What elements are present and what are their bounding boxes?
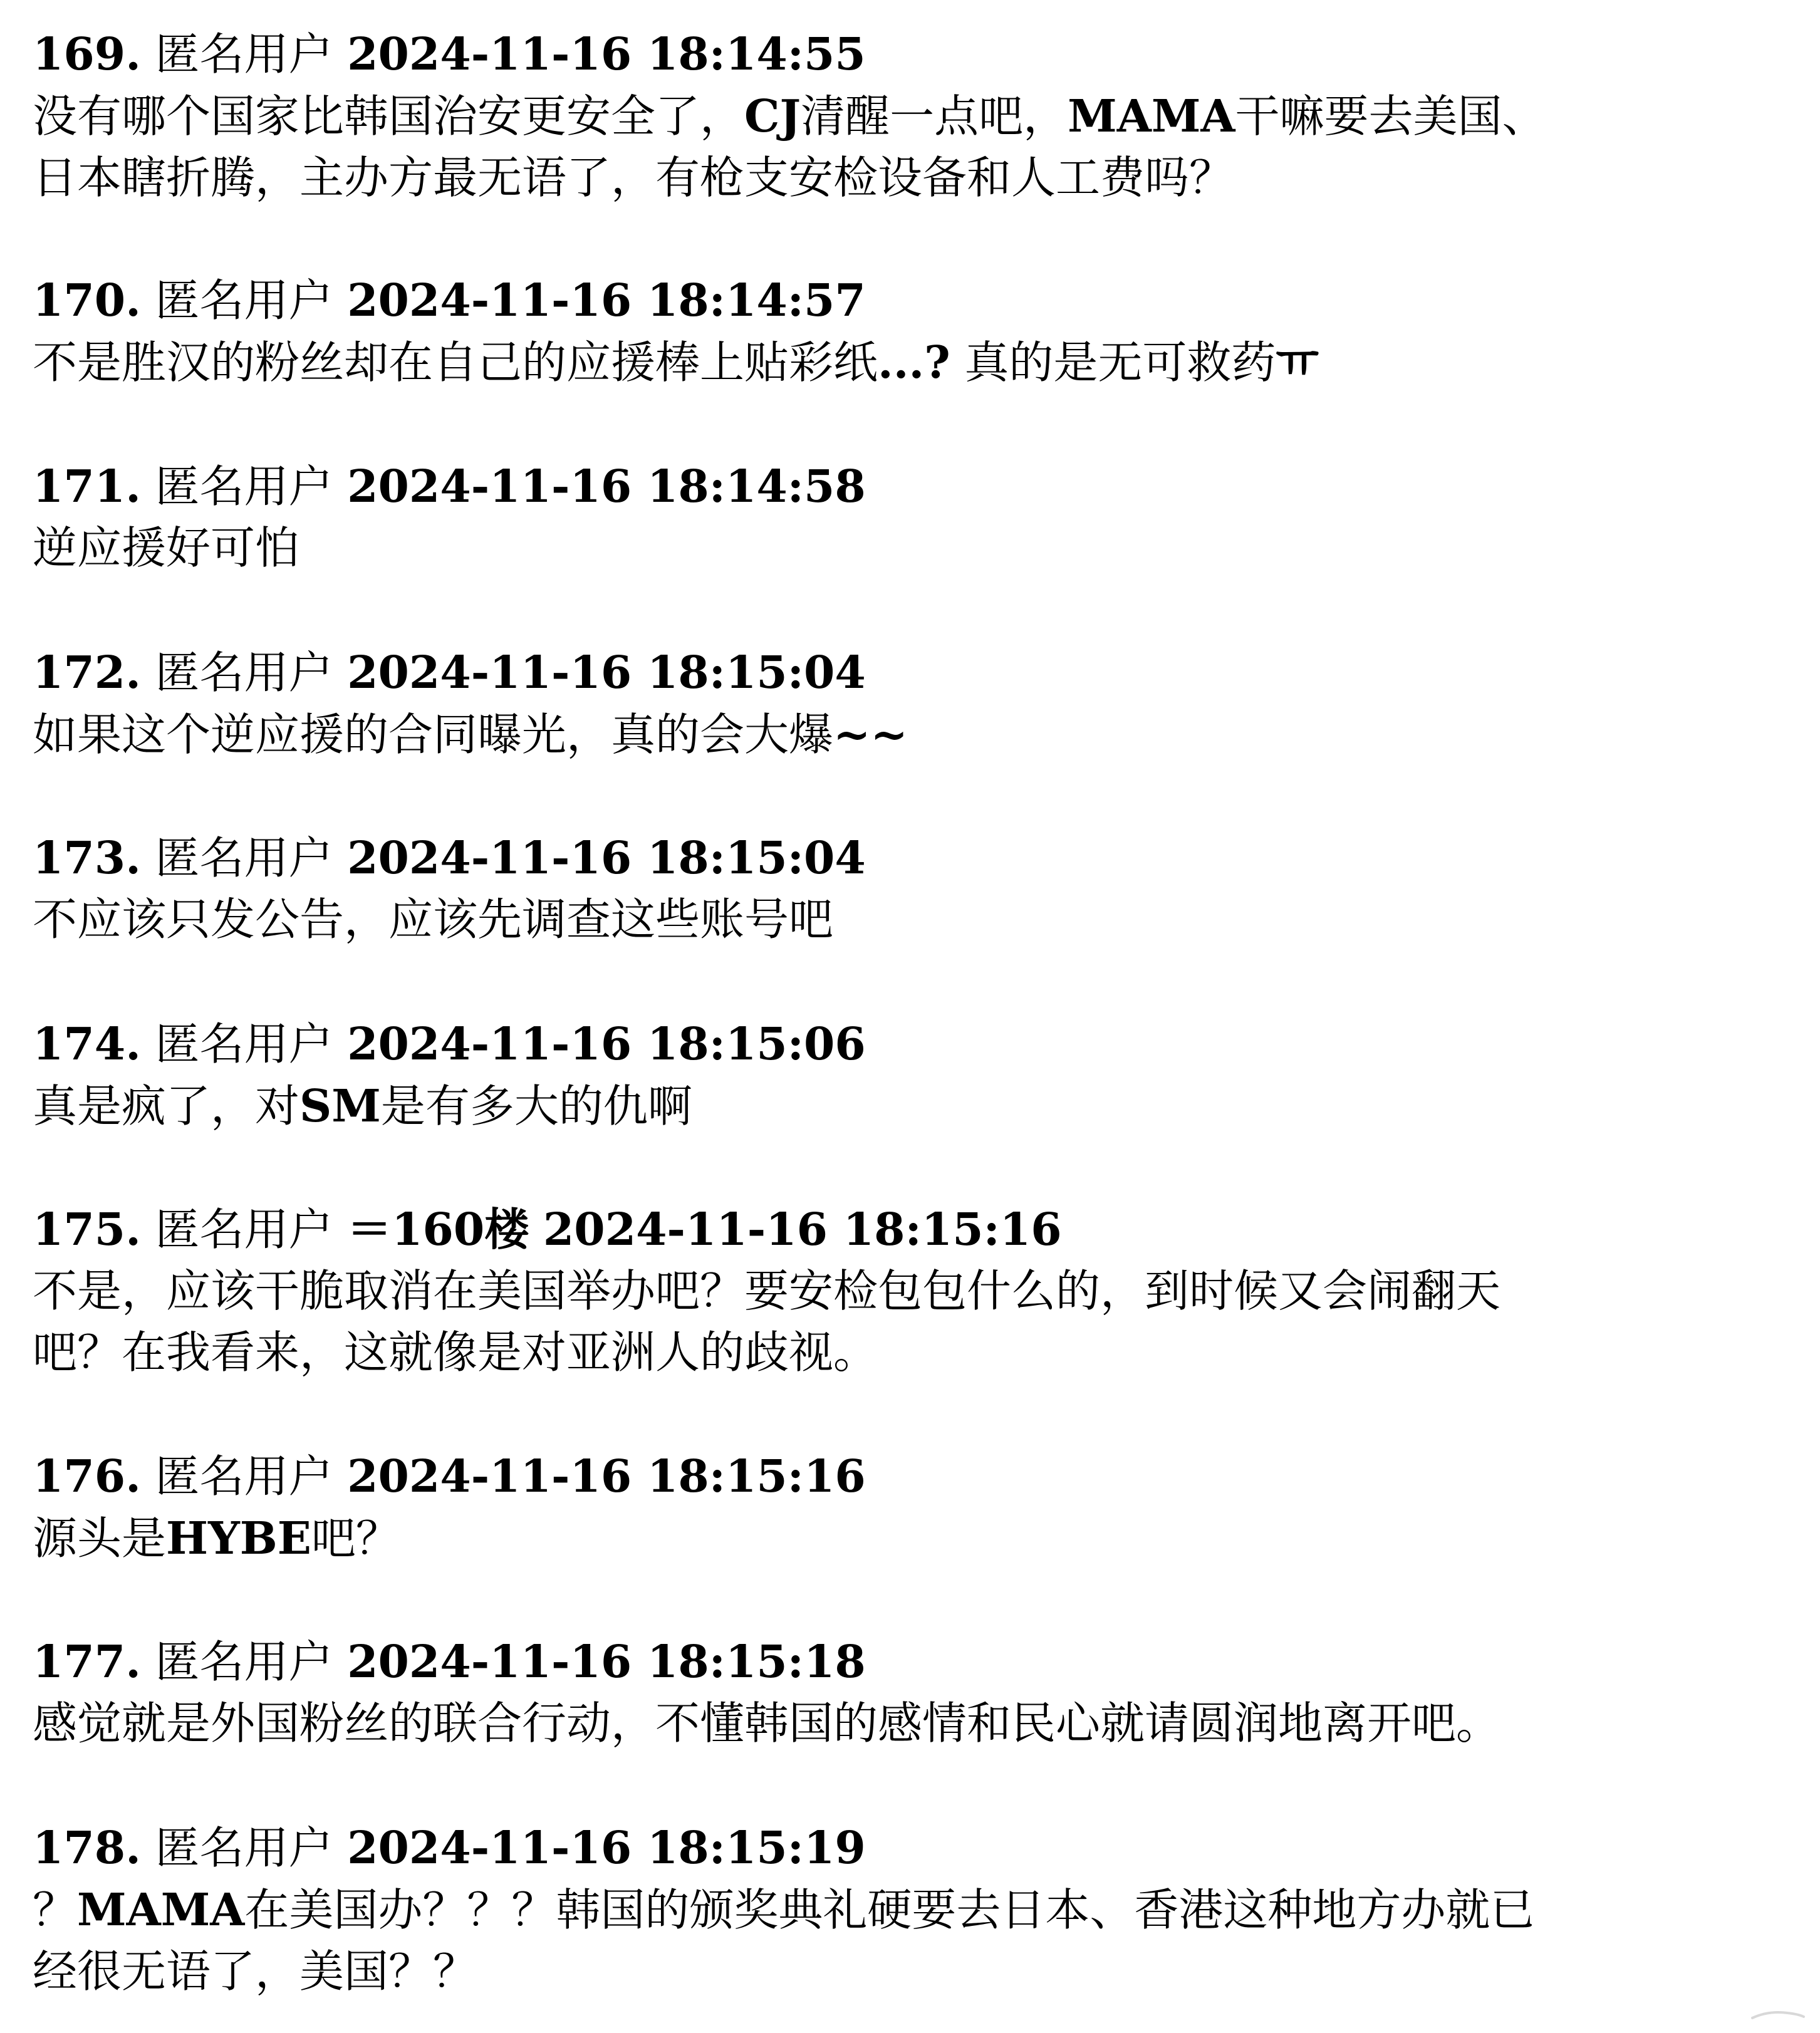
comment-text-segment: 吧？ bbox=[311, 1512, 400, 1564]
comment-body-line bbox=[33, 889, 1787, 950]
comment-header bbox=[33, 827, 1787, 889]
comment-169 bbox=[33, 23, 1787, 209]
comment-timestamp: 2024-11-16 18:15:19 bbox=[347, 1821, 866, 1874]
comment-text-segment: 日本瞎折腾，主办方最无语了，有枪支安检设备和人工费吗？ bbox=[33, 152, 1234, 204]
comment-timestamp: 2024-11-16 18:15:04 bbox=[347, 646, 866, 699]
comment-text-segment: 感觉就是外国粉丝的联合行动，不懂韩国的感情和民心就请圆润地离开吧。 bbox=[33, 1697, 1501, 1749]
comment-text-segment: 不应该只发公告，应该先调查这些账号吧 bbox=[33, 893, 834, 945]
comment-171 bbox=[33, 455, 1787, 579]
comment-body-line bbox=[33, 1693, 1787, 1754]
comment-header bbox=[33, 642, 1787, 704]
comment-175 bbox=[33, 1198, 1787, 1383]
comment-header bbox=[33, 1198, 1787, 1261]
comment-header bbox=[33, 23, 1787, 85]
comment-username: 匿名用户 bbox=[155, 832, 333, 884]
comment-timestamp: 2024-11-16 18:14:58 bbox=[347, 460, 866, 512]
comment-body-line bbox=[33, 1507, 1787, 1569]
comment-text-segment: 吧？在我看来，这就像是对亚洲人的歧视。 bbox=[33, 1326, 878, 1378]
comment-header bbox=[33, 1631, 1787, 1693]
comment-reply-ref: ＝160楼 bbox=[347, 1203, 529, 1256]
comment-username: 匿名用户 bbox=[155, 1822, 333, 1874]
comment-number: 178. bbox=[33, 1821, 141, 1874]
comment-timestamp: 2024-11-16 18:14:55 bbox=[347, 28, 866, 80]
comment-text-segment: 干嘛要去美国、 bbox=[1235, 90, 1547, 142]
comment-body-line bbox=[33, 1261, 1787, 1322]
comment-header bbox=[33, 1013, 1787, 1075]
comment-body-line bbox=[33, 517, 1787, 579]
comment-timestamp: 2024-11-16 18:15:06 bbox=[347, 1017, 866, 1070]
comment-number: 173. bbox=[33, 831, 141, 884]
comment-timestamp: 2024-11-16 18:14:57 bbox=[347, 274, 866, 326]
comment-header bbox=[33, 269, 1787, 331]
comment-body-line bbox=[33, 1941, 1787, 2002]
comment-177 bbox=[33, 1631, 1787, 1754]
comment-username: 匿名用户 bbox=[155, 28, 333, 80]
comment-text-segment: 不是，应该干脆取消在美国举办吧？要安检包包什么的，到时候又会闹翻天 bbox=[33, 1265, 1501, 1317]
comment-text-segment: 如果这个逆应援的合同曝光，真的会大爆 bbox=[33, 709, 834, 761]
comment-text-segment: 源头是 bbox=[33, 1512, 167, 1564]
comment-timestamp: 2024-11-16 18:15:04 bbox=[347, 831, 866, 884]
comment-username: 匿名用户 bbox=[155, 1450, 333, 1502]
comment-header bbox=[33, 1817, 1787, 1879]
comment-174 bbox=[33, 1013, 1787, 1137]
comment-number: 174. bbox=[33, 1017, 141, 1070]
comment-text-segment: ...? bbox=[878, 336, 950, 388]
comment-body-line bbox=[33, 1879, 1787, 1941]
comment-username: 匿名用户 bbox=[155, 1636, 333, 1688]
comment-text-segment: 在美国办？？？韩国的颁奖典礼硬要去日本、香港这种地方办就已 bbox=[244, 1884, 1535, 1936]
comment-number: 177. bbox=[33, 1635, 141, 1688]
comment-username: 匿名用户 bbox=[155, 460, 333, 512]
comment-timestamp: 2024-11-16 18:15:16 bbox=[543, 1203, 1062, 1256]
comment-text-segment: SM bbox=[299, 1079, 381, 1132]
comment-text-segment: 真是疯了，对 bbox=[33, 1080, 300, 1132]
comment-body-line bbox=[33, 85, 1787, 147]
comment-body-line bbox=[33, 331, 1787, 393]
comment-text-segment: 真的是无可救药 bbox=[950, 336, 1276, 388]
comment-text-segment: 不是胜汉的粉丝却在自己的应援棒上贴彩纸 bbox=[33, 336, 878, 388]
comment-username: 匿名用户 bbox=[155, 647, 333, 699]
comment-number: 176. bbox=[33, 1450, 141, 1502]
comment-170 bbox=[33, 269, 1787, 393]
comment-body-line bbox=[33, 1322, 1787, 1383]
comment-header bbox=[33, 1445, 1787, 1507]
corner-watermark-icon bbox=[1750, 2008, 1806, 2022]
comment-number: 171. bbox=[33, 460, 141, 512]
comment-username: 匿名用户 bbox=[155, 1204, 333, 1256]
comment-text-segment: 是有多大的仇啊 bbox=[380, 1080, 692, 1132]
comment-username: 匿名用户 bbox=[155, 1018, 333, 1070]
comment-text-segment: ~~ bbox=[833, 708, 908, 761]
comment-number: 172. bbox=[33, 646, 141, 699]
comment-text-segment: MAMA bbox=[77, 1883, 245, 1936]
comment-number: 170. bbox=[33, 274, 141, 326]
comment-text-segment: 经很无语了，美国？？ bbox=[33, 1945, 478, 1997]
comment-text-segment: ㅠ bbox=[1276, 336, 1319, 388]
comment-text-segment: 清醒一点吧， bbox=[801, 90, 1068, 142]
comment-number: 175. bbox=[33, 1203, 141, 1256]
comment-header bbox=[33, 455, 1787, 517]
comment-173 bbox=[33, 827, 1787, 950]
comment-text-segment: ？ bbox=[33, 1884, 78, 1936]
comment-timestamp: 2024-11-16 18:15:16 bbox=[347, 1450, 866, 1502]
comment-username: 匿名用户 bbox=[155, 274, 333, 326]
comment-number: 169. bbox=[33, 28, 141, 80]
comment-text-segment: 逆应援好可怕 bbox=[33, 522, 300, 574]
comment-body-line bbox=[33, 704, 1787, 766]
comment-body-line bbox=[33, 147, 1787, 209]
comment-172 bbox=[33, 642, 1787, 766]
comment-timestamp: 2024-11-16 18:15:18 bbox=[347, 1635, 866, 1688]
comment-text-segment: HYBE bbox=[166, 1512, 311, 1564]
comment-text-segment: CJ bbox=[744, 90, 801, 142]
comment-text-segment: 没有哪个国家比韩国治安更安全了， bbox=[33, 90, 745, 142]
comment-176 bbox=[33, 1445, 1787, 1569]
comment-body-line bbox=[33, 1075, 1787, 1137]
comment-text-segment: MAMA bbox=[1068, 90, 1235, 142]
comment-178 bbox=[33, 1817, 1787, 2002]
